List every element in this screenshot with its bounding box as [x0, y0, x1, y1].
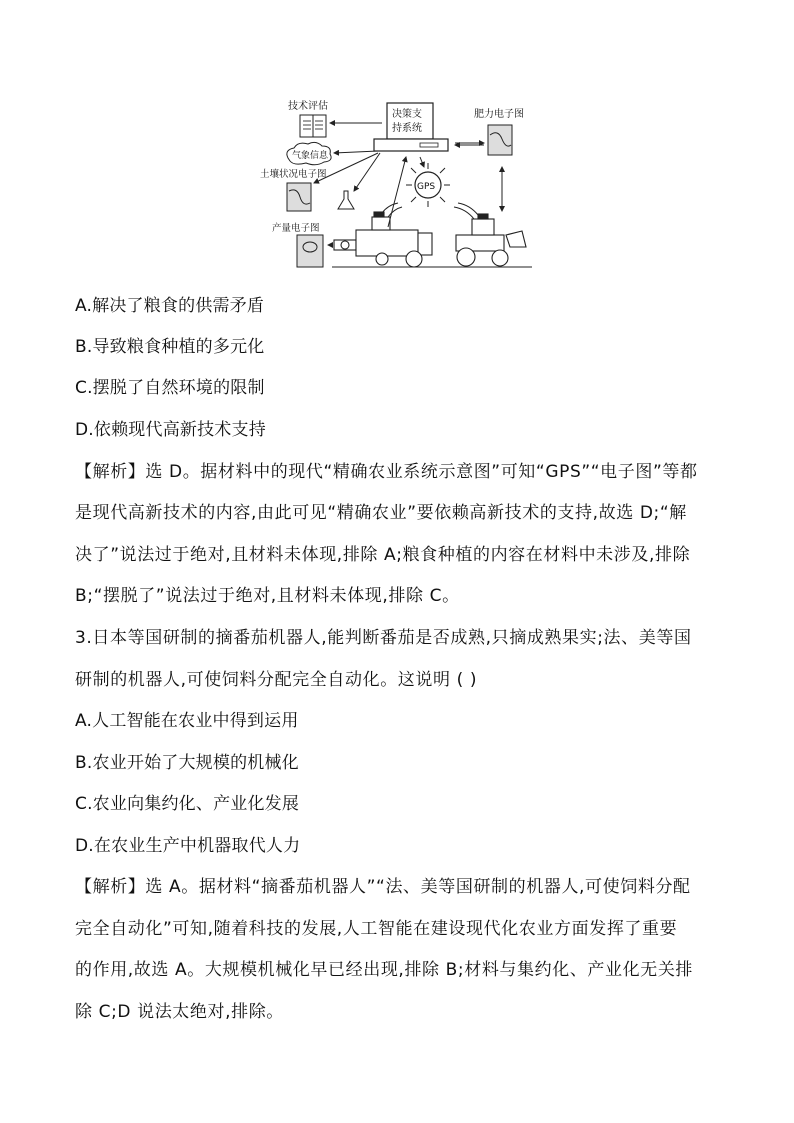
label-yield-map: 产量电子图 — [272, 223, 320, 234]
q2-analysis-line-2: 是现代高新技术的内容,由此可见“精确农业”要依赖高新技术的支持,故选 D;“解 — [75, 503, 687, 523]
q2-analysis-line-4: B;“摆脱了”说法过于绝对,且材料未体现,排除 C。 — [75, 586, 460, 606]
harvester-icon — [334, 212, 432, 267]
flask-icon — [338, 191, 354, 209]
q3-option-a: A.人工智能在农业中得到运用 — [75, 711, 299, 731]
q3-option-d: D.在农业生产中机器取代人力 — [75, 836, 301, 856]
yield-map-icon — [297, 235, 323, 267]
q2-option-c: C.摆脱了自然环境的限制 — [75, 378, 265, 398]
label-fertility-map: 肥力电子图 — [474, 109, 524, 120]
label-decision-1: 决策支 — [392, 109, 422, 120]
q3-analysis-line-3: 的作用,故选 A。大规模机械化早已经出现,排除 B;材料与集约化、产业化无关排 — [75, 960, 694, 980]
tractor-icon — [456, 214, 526, 266]
label-soil-map: 土壤状况电子图 — [260, 169, 327, 180]
q2-option-a: A.解决了粮食的供需矛盾 — [75, 296, 265, 316]
label-gps: GPS — [417, 182, 436, 192]
q2-analysis-line-3: 决了”说法过于绝对,且材料未体现,排除 A;粮食种植的内容在材料中未涉及,排除 — [75, 545, 691, 565]
q3-analysis-line-4: 除 C;D 说法太绝对,排除。 — [75, 1002, 284, 1022]
diagram-svg — [260, 95, 555, 275]
q2-analysis-line-1: 【解析】选 D。据材料中的现代“精确农业系统示意图”可知“GPS”“电子图”等都 — [75, 462, 698, 482]
q3-stem-line-1: 3.日本等国研制的摘番茄机器人,能判断番茄是否成熟,只摘成熟果实;法、美等国 — [75, 628, 692, 648]
label-weather: 气象信息 — [292, 151, 329, 161]
q2-option-b: B.导致粮食种植的多元化 — [75, 337, 265, 357]
q3-analysis-line-2: 完全自动化”可知,随着科技的发展,人工智能在建设现代化农业方面发挥了重要 — [75, 919, 678, 939]
q2-option-d: D.依赖现代高新技术支持 — [75, 420, 266, 440]
q3-analysis-line-1: 【解析】选 A。据材料“摘番茄机器人”“法、美等国研制的机器人,可使饲料分配 — [75, 877, 691, 897]
q3-option-c: C.农业向集约化、产业化发展 — [75, 794, 300, 814]
soil-map-icon — [287, 183, 311, 211]
fertility-map-icon — [488, 125, 512, 155]
q3-stem-line-2: 研制的机器人,可使饲料分配完全自动化。这说明 ( ) — [75, 670, 478, 690]
q3-option-b: B.农业开始了大规模的机械化 — [75, 753, 299, 773]
signal-waves-right — [454, 203, 478, 219]
book-icon — [300, 115, 326, 137]
label-tech-eval: 技术评估 — [288, 101, 328, 112]
precision-agriculture-diagram — [260, 95, 555, 275]
label-decision-2: 持系统 — [392, 123, 422, 134]
